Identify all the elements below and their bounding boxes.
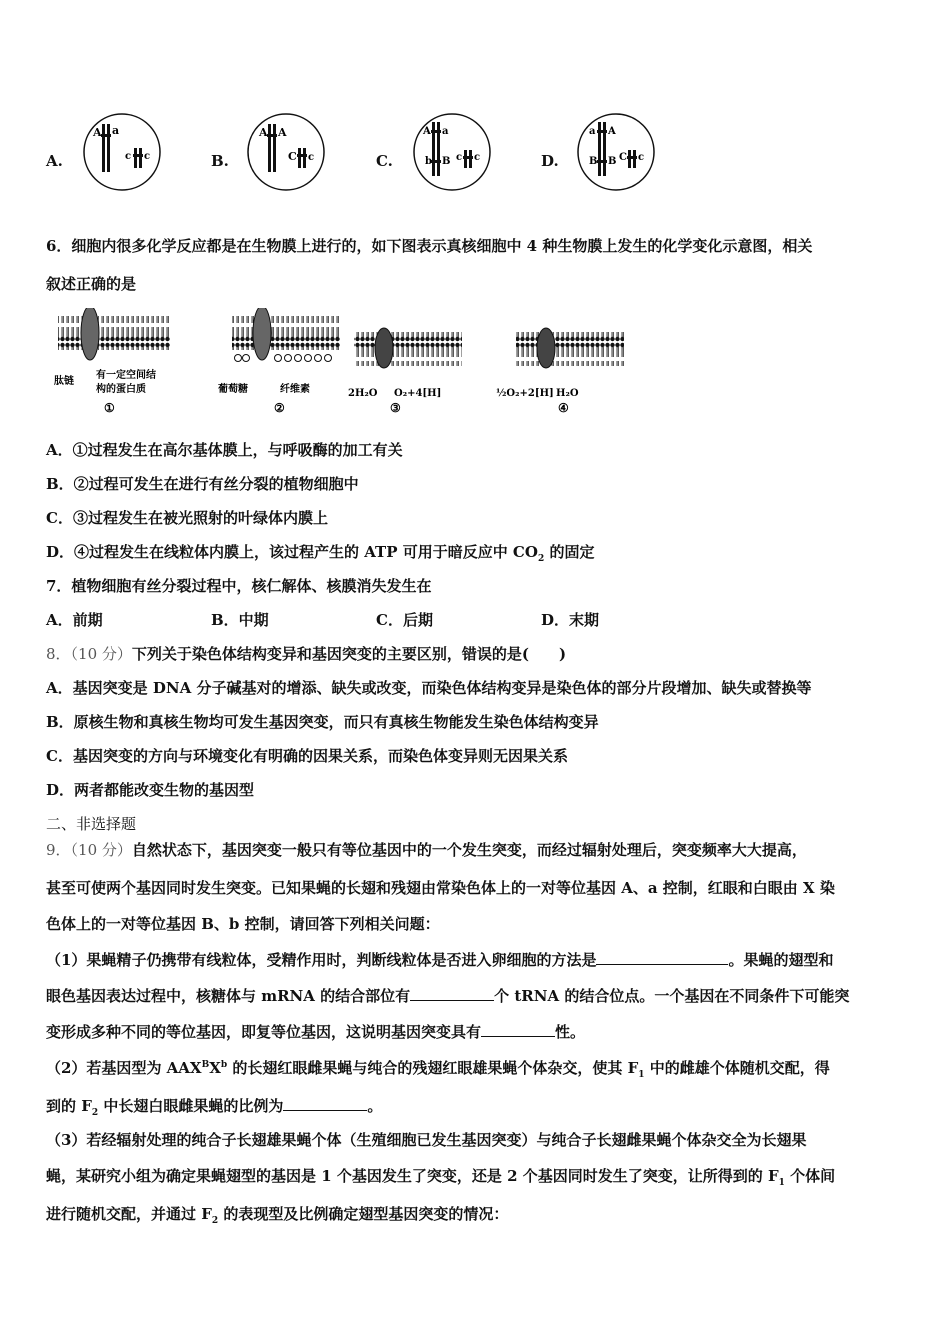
q9-p2-sub-2: 2 bbox=[91, 1108, 99, 1118]
q5-c-mark-6: c bbox=[474, 152, 481, 163]
q5-c-mark-4: B bbox=[442, 156, 451, 167]
q5-b-mark-2: A bbox=[278, 126, 287, 139]
p3-number: ③ bbox=[390, 401, 401, 415]
q9-line-1 bbox=[46, 840, 807, 860]
q5-d-mark-2: A bbox=[608, 126, 616, 137]
q6-stem-line-2: 叙述正确的是 bbox=[46, 275, 137, 293]
q6-option-d bbox=[46, 542, 594, 562]
q9-p3-sub-1: 1 bbox=[778, 1178, 785, 1188]
q5-cell-a bbox=[82, 112, 162, 192]
q5-c-mark-2: a bbox=[442, 126, 449, 137]
q6-option-d-tail: 的固定 bbox=[544, 543, 595, 561]
q5-option-d-label: D. bbox=[541, 152, 559, 170]
q9-p2-text-f: 中长翅白眼雌果蝇的比例为 bbox=[98, 1097, 284, 1115]
q9-part1-line3 bbox=[46, 1022, 585, 1042]
q8-stem-text: 下列关于染色体结构变异和基因突变的主要区别，错误的是( ) bbox=[131, 645, 567, 663]
q7-option-c: C．后期 bbox=[376, 611, 433, 629]
p4-number: ④ bbox=[558, 401, 569, 415]
q9-part2-line1 bbox=[46, 1058, 830, 1078]
q9-line-1-text: 自然状态下，基因突变一般只有等位基因中的一个发生突变，而经过辐射处理后，突变频率大大提高， bbox=[131, 841, 807, 859]
q5-d-mark-6: c bbox=[638, 152, 645, 163]
q7-option-b: B．中期 bbox=[211, 611, 269, 629]
q9-p1-text-a: （1）果蝇精子仍携带有线粒体，受精作用时，判断线粒体是否进入卵细胞的方法是 bbox=[46, 951, 597, 969]
q9-p2-text-b: X bbox=[209, 1059, 221, 1077]
p4-left-label: ½O₂+2[H] bbox=[496, 388, 554, 399]
answer-blank-2[interactable] bbox=[410, 986, 494, 1001]
q5-b-mark-3: C bbox=[288, 150, 297, 163]
q6-option-d-text: D．④过程发生在线粒体内膜上，该过程产生的 ATP 可用于暗反应中 CO bbox=[46, 543, 538, 561]
q5-a-mark-4: c bbox=[144, 151, 151, 162]
q8-stem bbox=[46, 644, 566, 664]
q5-a-mark-3: c bbox=[125, 151, 132, 162]
p2-left-label: 葡萄糖 bbox=[218, 384, 248, 395]
q8-option-d: D．两者都能改变生物的基因型 bbox=[46, 781, 255, 799]
p1-right-label-2: 构的蛋白质 bbox=[96, 384, 146, 395]
p1-number: ① bbox=[104, 401, 115, 415]
q5-option-a-label: A. bbox=[46, 152, 63, 170]
q6-option-b: B．②过程可发生在进行有丝分裂的植物细胞中 bbox=[46, 475, 359, 493]
q9-p3-text-b: 蝇，某研究小组为确定果蝇翅型的基因是 1 个基因发生了突变，还是 2 个基因同时发生了突变，让所得到的 F bbox=[46, 1167, 779, 1185]
p4-right-label: H₂O bbox=[556, 388, 579, 399]
q9-line-3: 色体上的一对等位基因 B、b 控制，请回答下列相关问题： bbox=[46, 915, 440, 933]
membrane-panel-1 bbox=[54, 308, 170, 415]
q9-p3-sub-2: 2 bbox=[211, 1216, 219, 1226]
q9-p2-text-c: 的长翅红眼雌果蝇与纯合的残翅红眼雄果蝇个体杂交，使其 F bbox=[227, 1059, 639, 1077]
q9-p2-text-g: 。 bbox=[367, 1097, 383, 1115]
q9-p3-text-e: 的表现型及比例确定翅型基因突变的情况： bbox=[218, 1205, 509, 1223]
q9-p3-text-c: 个体间 bbox=[784, 1167, 836, 1185]
q5-d-mark-5: C bbox=[619, 152, 627, 163]
q9-p1-text-d: 个 tRNA 的结合位点。一个基因在不同条件下可能突 bbox=[494, 987, 850, 1005]
q5-d-mark-4: B bbox=[608, 156, 617, 167]
q8-number: 8．（10 分） bbox=[46, 645, 132, 663]
q5-cell-b bbox=[246, 112, 326, 192]
q9-part3-line1: （3）若经辐射处理的纯合子长翅雄果蝇个体（生殖细胞已发生基因突变）与纯合子长翅雌果蝇个体杂交全为长翅果 bbox=[46, 1131, 807, 1149]
q9-line-2: 甚至可使两个基因同时发生突变。已知果蝇的长翅和残翅由常染色体上的一对等位基因 A、a 控制，红眼和白眼由 X 染 bbox=[46, 879, 835, 897]
answer-blank-1[interactable] bbox=[596, 950, 728, 965]
q6-option-d-sub: 2 bbox=[537, 554, 545, 564]
q5-option-c-label: C. bbox=[376, 152, 393, 170]
q9-p1-text-c: 眼色基因表达过程中，核糖体与 mRNA 的结合部位有 bbox=[46, 987, 411, 1005]
p2-right-label: 纤维素 bbox=[280, 384, 310, 395]
q6-stem-line-1: 6．细胞内很多化学反应都是在生物膜上进行的，如下图表示真核细胞中 4 种生物膜上发生的化学变化示意图，相关 bbox=[46, 237, 813, 255]
q9-p2-text-e: 到的 F bbox=[46, 1097, 92, 1115]
q7-option-a: A．前期 bbox=[46, 611, 103, 629]
q9-part3-line3 bbox=[46, 1204, 508, 1224]
q9-p2-text-a: （2）若基因型为 AAX bbox=[46, 1059, 202, 1077]
q9-part1-line2 bbox=[46, 986, 849, 1006]
section-heading: 二、非选择题 bbox=[46, 815, 137, 833]
p3-right-label: O₂+4[H] bbox=[394, 388, 442, 399]
p1-right-label-1: 有一定空间结 bbox=[96, 370, 156, 381]
q6-option-c: C．③过程发生在被光照射的叶绿体内膜上 bbox=[46, 509, 328, 527]
q8-option-c: C．基因突变的方向与环境变化有明确的因果关系，而染色体变异则无因果关系 bbox=[46, 747, 568, 765]
q5-a-mark-1: A bbox=[93, 126, 102, 139]
q9-p2-sub-1: 1 bbox=[638, 1070, 645, 1080]
q9-p2-sup-2: b bbox=[220, 1060, 228, 1070]
q9-part2-line2 bbox=[46, 1096, 382, 1116]
q5-cell-c bbox=[412, 112, 492, 192]
q5-d-mark-1: a bbox=[589, 126, 596, 137]
q9-number: 9．（10 分） bbox=[46, 841, 132, 859]
q8-option-a: A．基因突变是 DNA 分子碱基对的增添、缺失或改变，而染色体结构变异是染色体的部分片段增加、缺失或替换等 bbox=[46, 679, 812, 697]
q7-option-d: D．末期 bbox=[541, 611, 600, 629]
answer-blank-3[interactable] bbox=[481, 1022, 555, 1037]
q9-part3-line2 bbox=[46, 1166, 835, 1186]
answer-blank-4[interactable] bbox=[283, 1096, 367, 1111]
p1-left-label: 肽链 bbox=[54, 376, 74, 387]
q5-c-mark-1: A bbox=[423, 126, 431, 137]
q7-stem: 7．植物细胞有丝分裂过程中，核仁解体、核膜消失发生在 bbox=[46, 577, 432, 595]
q9-p3-text-d: 进行随机交配，并通过 F bbox=[46, 1205, 212, 1223]
membrane-panel-4 bbox=[496, 328, 624, 415]
membrane-panel-2 bbox=[218, 308, 340, 415]
p3-left-label: 2H₂O bbox=[348, 388, 378, 399]
q6-membrane-figure bbox=[50, 308, 630, 420]
q5-c-mark-5: c bbox=[456, 152, 463, 163]
q8-option-b: B．原核生物和真核生物均可发生基因突变，而只有真核生物能发生染色体结构变异 bbox=[46, 713, 599, 731]
q5-c-mark-3: b bbox=[425, 156, 432, 167]
q9-p1-text-e: 变形成多种不同的等位基因，即复等位基因，这说明基因突变具有 bbox=[46, 1023, 482, 1041]
q9-p1-text-b: 。果蝇的翅型和 bbox=[728, 951, 834, 969]
q6-option-a: A．①过程发生在高尔基体膜上，与呼吸酶的加工有关 bbox=[46, 441, 403, 459]
q5-option-b-label: B. bbox=[211, 152, 229, 170]
p2-number: ② bbox=[274, 401, 285, 415]
q5-a-mark-2: a bbox=[112, 124, 120, 137]
q5-b-mark-1: A bbox=[259, 126, 268, 139]
q5-d-mark-3: B bbox=[589, 156, 598, 167]
q9-p1-text-f: 性。 bbox=[555, 1023, 586, 1041]
q9-p2-text-d: 中的雌雄个体随机交配，得 bbox=[644, 1059, 830, 1077]
membrane-panel-3 bbox=[348, 328, 462, 415]
q5-b-mark-4: c bbox=[308, 152, 315, 163]
q5-cell-d bbox=[576, 112, 656, 192]
q9-part1-line1 bbox=[46, 950, 833, 970]
q9-p2-sup-1: B bbox=[201, 1060, 210, 1070]
